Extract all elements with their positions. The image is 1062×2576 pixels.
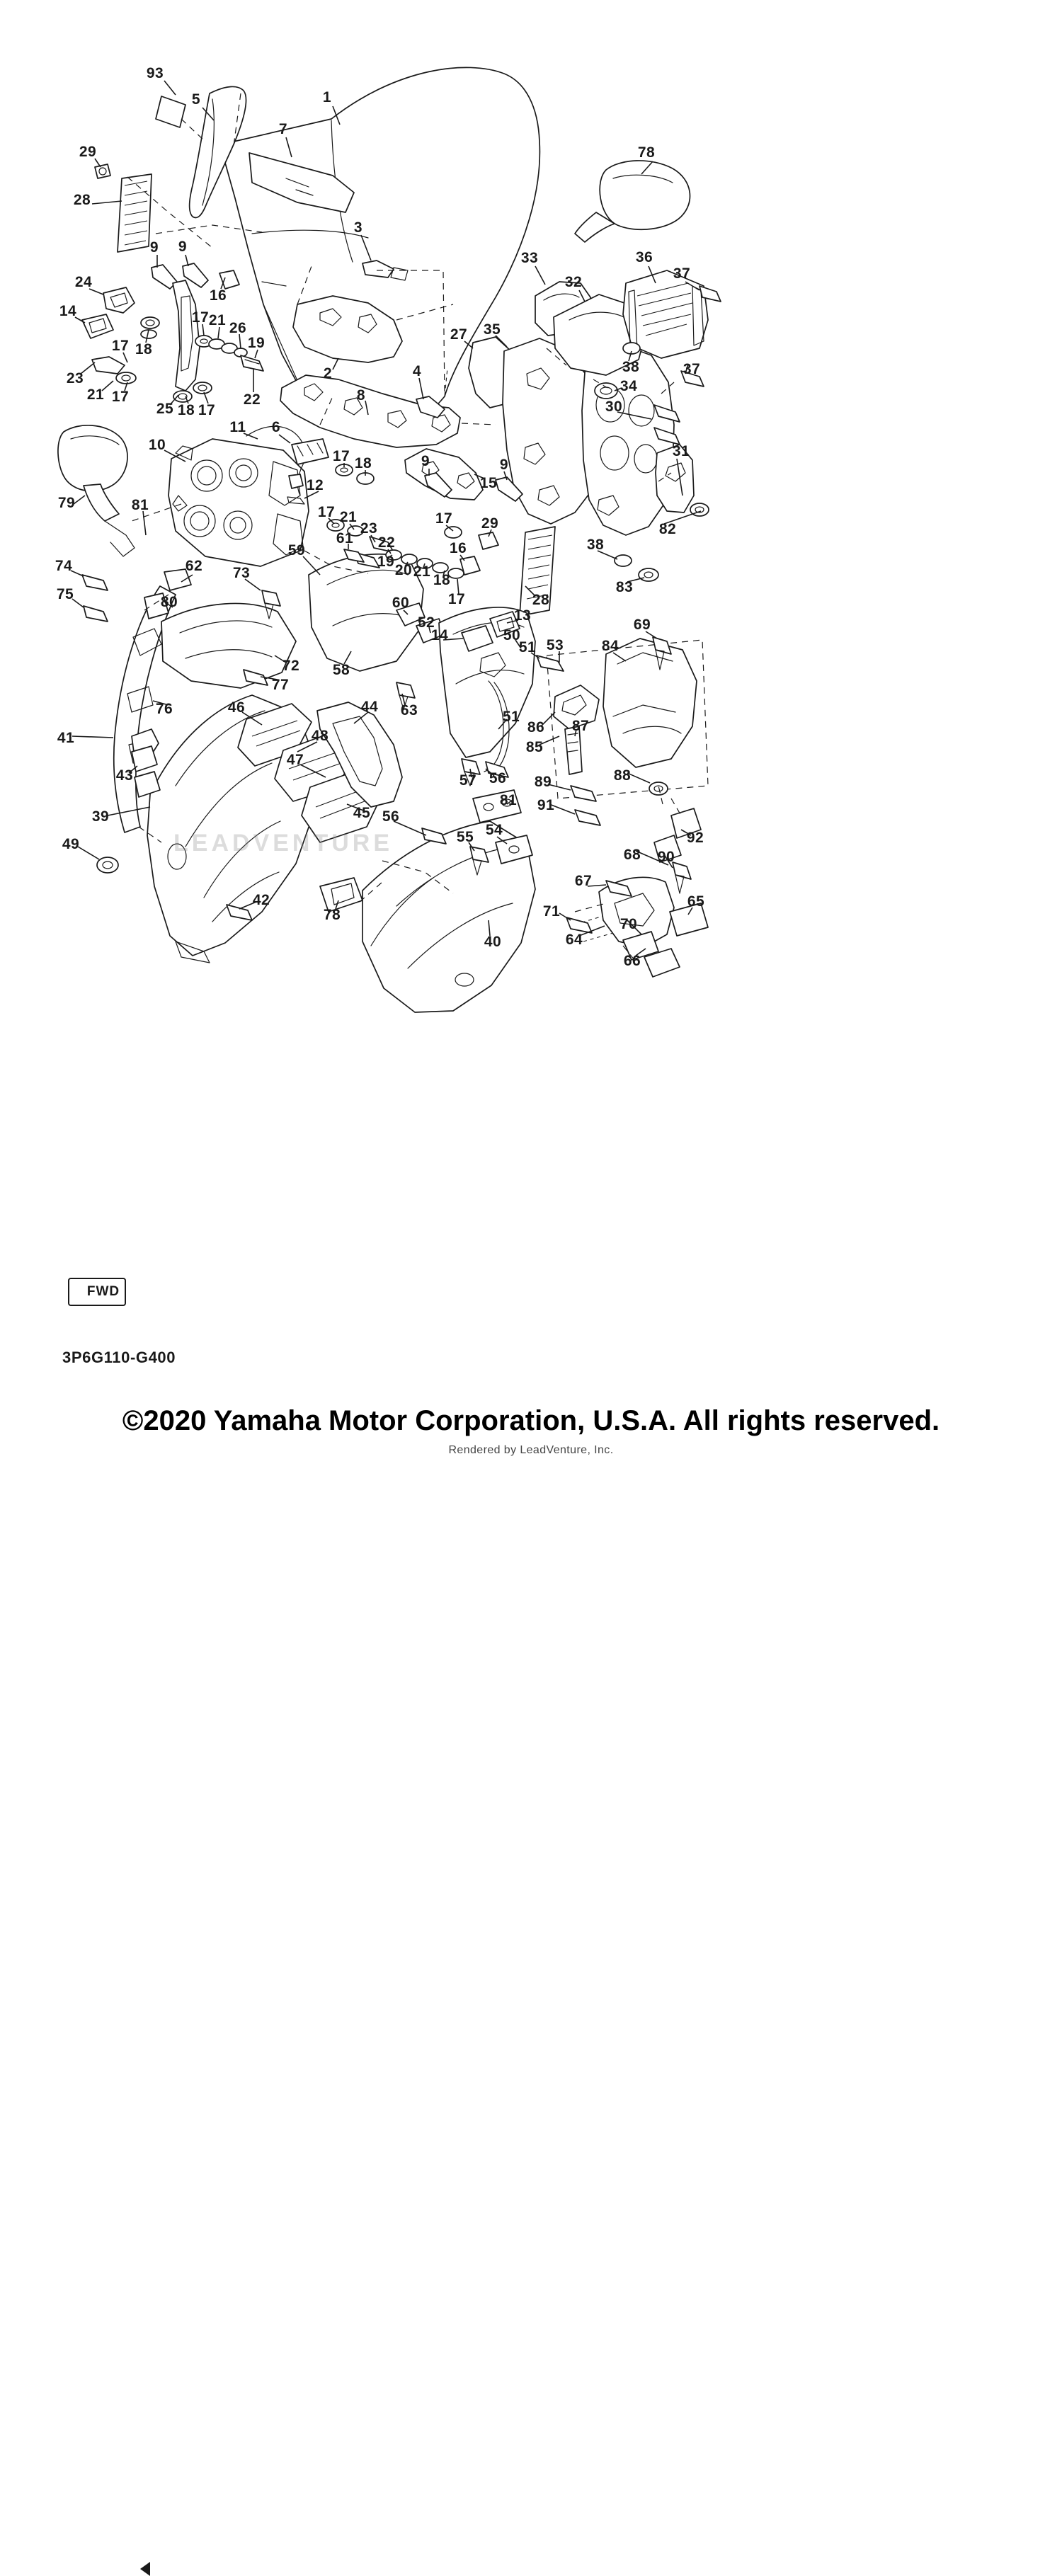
callout-number: 79 <box>57 495 76 511</box>
callout-number: 81 <box>131 497 149 513</box>
callout-number: 17 <box>198 402 216 418</box>
callout-number: 5 <box>191 91 201 108</box>
callout-number: 14 <box>430 627 449 643</box>
callout-number: 60 <box>392 595 410 611</box>
callout-number: 38 <box>586 537 605 553</box>
callout-number: 17 <box>111 338 130 354</box>
callout-number: 42 <box>252 892 270 908</box>
callout-number: 83 <box>615 579 634 595</box>
callout-number: 14 <box>59 303 77 319</box>
callout-number: 38 <box>622 359 640 375</box>
fwd-direction-badge <box>68 1278 126 1306</box>
callout-number: 63 <box>400 702 418 719</box>
callout-number: 29 <box>79 144 97 160</box>
callout-number: 23 <box>66 370 84 387</box>
copyright-notice: ©2020 Yamaha Motor Corporation, U.S.A. All rights reserved. <box>122 1405 940 1436</box>
callout-number: 25 <box>156 401 174 417</box>
footer <box>0 1405 1062 1457</box>
callout-number: 71 <box>542 903 561 920</box>
callout-number: 40 <box>484 934 502 950</box>
callout-number: 1 <box>322 89 332 105</box>
callout-number: 16 <box>449 540 467 556</box>
callout-number: 7 <box>278 121 288 137</box>
callout-number: 20 <box>394 562 413 578</box>
callout-number: 65 <box>687 893 705 910</box>
callout-number: 46 <box>227 699 246 716</box>
callout-number: 84 <box>601 638 620 654</box>
callout-number: 19 <box>247 335 266 351</box>
callout-number: 21 <box>339 509 358 525</box>
callout-number: 49 <box>62 836 80 852</box>
callout-number: 18 <box>354 455 372 471</box>
fwd-label: FWD <box>86 1284 120 1299</box>
callout-number: 80 <box>160 594 178 610</box>
callout-number: 6 <box>271 419 281 435</box>
callout-number: 78 <box>323 907 341 923</box>
callout-number: 28 <box>73 192 91 208</box>
callout-number: 50 <box>503 627 521 643</box>
callout-number: 18 <box>177 402 195 418</box>
callout-number: 9 <box>149 239 159 256</box>
callout-number: 37 <box>673 265 691 282</box>
callout-number: 52 <box>417 614 435 631</box>
callout-number: 81 <box>499 792 518 808</box>
callout-number: 51 <box>518 639 537 656</box>
callout-number: 82 <box>658 521 677 537</box>
callout-number: 44 <box>360 699 379 715</box>
callout-number: 74 <box>55 558 73 574</box>
watermark-text: LEADVENTURE <box>173 830 394 857</box>
callout-number: 17 <box>332 448 350 464</box>
callout-number: 17 <box>111 389 130 405</box>
callout-number: 23 <box>360 520 378 537</box>
diagram-part-code: 3P6G110-G400 <box>62 1349 176 1366</box>
callout-number: 36 <box>635 249 653 265</box>
callout-number: 43 <box>115 767 134 784</box>
callout-number: 89 <box>534 774 552 790</box>
callout-number: 77 <box>271 677 290 693</box>
callout-number: 75 <box>56 586 74 602</box>
callout-number: 31 <box>672 443 690 459</box>
callout-number: 56 <box>382 808 400 825</box>
callout-number: 73 <box>232 565 251 581</box>
callout-number: 45 <box>353 805 371 821</box>
callout-number: 4 <box>412 363 422 379</box>
callout-number: 91 <box>537 797 555 813</box>
callout-number: 16 <box>209 287 227 304</box>
callout-number: 37 <box>683 361 701 377</box>
callout-number: 21 <box>413 563 431 580</box>
callout-number: 19 <box>377 554 395 570</box>
callout-number: 88 <box>613 767 632 784</box>
callout-number: 92 <box>686 830 704 846</box>
callout-number: 47 <box>286 752 304 768</box>
callout-number: 2 <box>323 365 333 382</box>
callout-number: 58 <box>332 662 350 678</box>
callout-number: 3 <box>353 219 363 236</box>
fwd-arrow-icon <box>140 2562 150 2576</box>
callout-number: 62 <box>185 558 203 574</box>
callout-number: 55 <box>456 829 474 845</box>
rendered-by-notice: Rendered by LeadVenture, Inc. <box>448 1444 614 1456</box>
callout-number: 64 <box>565 932 583 948</box>
callout-number: 68 <box>623 847 641 863</box>
callout-number: 10 <box>148 437 166 453</box>
callout-number: 87 <box>571 718 590 734</box>
callout-number: 12 <box>306 477 324 493</box>
callout-number: 17 <box>317 504 336 520</box>
callout-number: 11 <box>229 419 246 435</box>
callout-number: 17 <box>191 309 210 326</box>
callout-number: 56 <box>489 770 507 786</box>
callout-number: 30 <box>605 399 623 415</box>
callout-number: 69 <box>633 617 651 633</box>
callout-number: 53 <box>546 637 564 653</box>
callout-number: 66 <box>623 953 641 969</box>
callout-number: 9 <box>178 239 188 255</box>
callout-number: 85 <box>525 739 544 755</box>
callout-number: 18 <box>135 341 153 357</box>
callout-number: 67 <box>574 873 593 889</box>
callout-number: 17 <box>447 591 466 607</box>
callout-number: 29 <box>481 515 499 532</box>
callout-number: 27 <box>450 326 468 343</box>
callout-number: 54 <box>485 822 503 838</box>
callout-number: 51 <box>502 709 520 725</box>
callout-number: 13 <box>513 607 532 624</box>
callout-number: 9 <box>499 457 509 473</box>
callout-number: 61 <box>336 530 354 546</box>
callout-number: 18 <box>433 572 451 588</box>
callout-number: 78 <box>637 144 656 161</box>
callout-number: 22 <box>377 534 396 551</box>
callout-number: 72 <box>282 658 300 674</box>
callout-number: 33 <box>520 250 539 266</box>
callout-number: 15 <box>479 475 498 491</box>
callout-number: 39 <box>91 808 110 825</box>
callout-number: 57 <box>459 772 477 789</box>
callout-number: 86 <box>527 719 545 735</box>
callout-number: 26 <box>229 320 247 336</box>
callout-number: 34 <box>620 378 638 394</box>
callout-number: 21 <box>208 312 227 328</box>
callout-number: 76 <box>155 701 173 717</box>
callout-number: 32 <box>564 274 583 290</box>
callout-number: 41 <box>57 730 75 746</box>
callout-number: 22 <box>243 391 261 408</box>
callout-number: 90 <box>657 849 675 865</box>
callout-number: 35 <box>483 321 501 338</box>
callout-number: 59 <box>287 542 306 559</box>
callout-number: 21 <box>86 387 105 403</box>
callout-number: 24 <box>74 274 93 290</box>
callout-number: 70 <box>620 916 638 932</box>
callout-number: 17 <box>435 510 453 527</box>
callout-number: 9 <box>421 453 430 469</box>
callout-number: 8 <box>356 387 366 403</box>
callout-number: 48 <box>311 728 329 744</box>
callout-number: 28 <box>532 592 550 608</box>
callout-number: 93 <box>146 65 164 81</box>
